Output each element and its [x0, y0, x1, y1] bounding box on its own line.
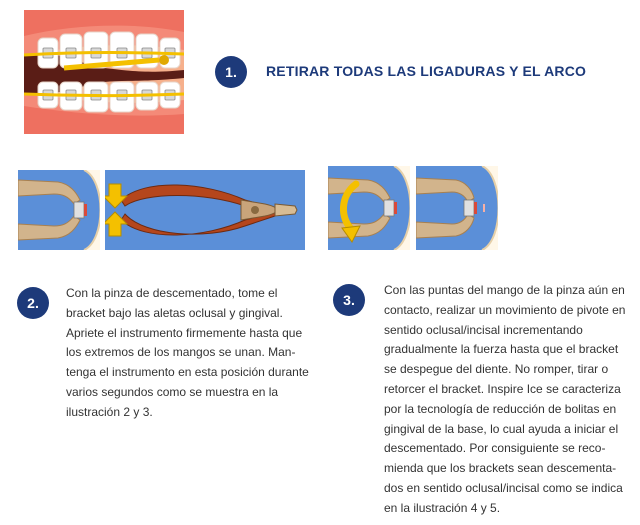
step-2-line: bracket bajo las aletas oclusal y gingival. [66, 305, 283, 320]
step-3-result-image [416, 166, 498, 250]
step-3-line: contacto, realizar un movimiento de pivote en [384, 302, 626, 317]
step-3-line: en la ilustración 4 y 5. [384, 500, 501, 515]
step-1-badge: 1. [215, 56, 247, 88]
step-2-line: los extremos de los mangos se unan. Man- [66, 345, 296, 360]
step-3-line: Con las puntas del mango de la pinza aún en [384, 283, 625, 297]
teeth-brackets-image [24, 10, 184, 134]
step-3-line: sentido oclusal/incisal incrementando [384, 322, 583, 337]
step-2-line: Apriete el instrumento firmemente hasta que [66, 325, 303, 340]
step-1-title: RETIRAR TODAS LAS LIGADURAS Y EL ARCO [266, 63, 587, 79]
step-3-badge: 3. [333, 284, 365, 316]
step-3-line: mienda que los brackets sean descementa- [384, 461, 617, 476]
step-3-line: se despegue del diente. No romper, tirar o [384, 362, 609, 377]
step-2-pliers-image [105, 170, 305, 250]
step-3-line: gradualmente la fuerza hasta que el bracket [384, 342, 619, 357]
step-2-line: tenga el instrumento en esta posición durante [66, 365, 309, 380]
step-3-line: descementado. Por consiguiente se reco- [384, 441, 606, 456]
step-2-line: ilustración 2 y 3. [66, 404, 153, 419]
step-3-description [384, 281, 634, 519]
step-3-line: por la tecnología de reducción de bolitas en [384, 401, 617, 416]
step-3-line: dos en sentido oclusal/incisal como se indica [384, 480, 623, 495]
step-3-line: retorcer el bracket. Inspire Ice se caracteriza [384, 381, 621, 396]
step-2-closeup-image [18, 170, 100, 250]
step-2-line: varios segundos como se muestra en la [66, 384, 279, 399]
step-2-badge: 2. [17, 287, 49, 319]
step-3-line: gingival de la base, lo cual ayuda a iniciar el [384, 421, 619, 436]
step-2-description [66, 284, 328, 423]
step-3-rotation-image [328, 166, 410, 250]
step-2-line: Con la pinza de descementado, tome el [66, 286, 278, 300]
